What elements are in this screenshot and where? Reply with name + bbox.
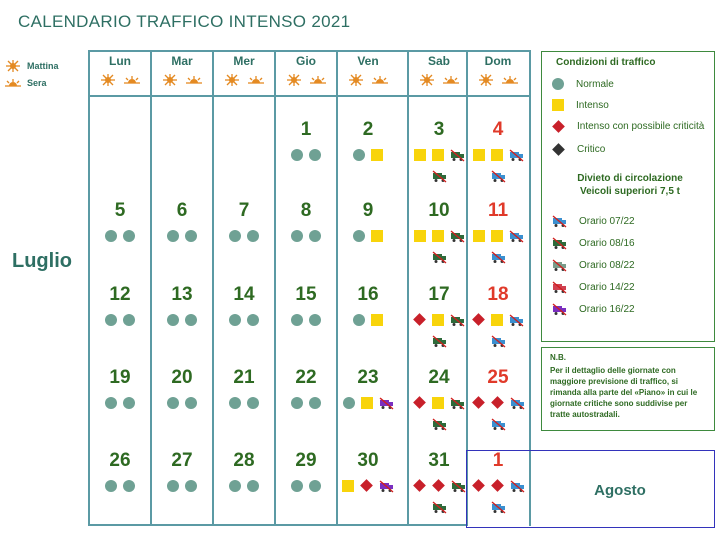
normal-dot-icon <box>309 149 321 161</box>
truck-ban-07-22-icon <box>491 170 506 183</box>
day-traffic-icons <box>275 314 337 326</box>
normal-dot-icon <box>353 314 365 326</box>
sun-evening-icon <box>4 78 22 88</box>
truck-ban-08-16-icon <box>450 149 465 162</box>
day-traffic-icons <box>337 480 399 493</box>
sun-evening-icon <box>442 74 460 86</box>
normal-dot-icon <box>291 480 303 492</box>
day-header: Mar <box>171 54 193 68</box>
sun-evening-icon <box>371 74 389 86</box>
intense-critical-diamond-icon <box>413 479 426 492</box>
normal-dot-icon <box>167 397 179 409</box>
legend-evening-label: Sera <box>27 78 47 88</box>
normal-dot-icon <box>291 230 303 242</box>
normal-dot-icon <box>353 230 365 242</box>
day-header: Lun <box>109 54 131 68</box>
truck-ban-icon <box>552 259 567 272</box>
intense-square-icon <box>491 149 503 161</box>
day-header: Dom <box>484 54 512 68</box>
truck-ban-08-16-icon <box>432 170 447 183</box>
sun-morning-icon <box>418 74 436 86</box>
legend-morning-label: Mattina <box>27 61 59 71</box>
day-number: 16 <box>357 284 379 305</box>
normal-dot-icon <box>105 230 117 242</box>
truck-ban-16-22-icon <box>379 480 394 493</box>
truck-ban-08-16-icon <box>432 418 447 431</box>
day-sun-icons <box>213 74 275 86</box>
critical-diamond-icon <box>552 143 565 156</box>
day-number: 22 <box>295 367 317 388</box>
day-number: 12 <box>109 284 131 305</box>
normal-dot-icon <box>247 314 259 326</box>
truck-ban-07-22-icon <box>509 314 524 327</box>
normal-dot-icon <box>185 230 197 242</box>
day-traffic-icons <box>337 230 399 242</box>
legend-morning <box>4 60 59 72</box>
normal-dot-icon <box>309 314 321 326</box>
normal-dot-icon <box>105 314 117 326</box>
normal-dot-icon <box>247 230 259 242</box>
truck-ban-08-16-icon <box>432 251 447 264</box>
day-sun-icons <box>408 74 470 86</box>
day-sun-icons <box>467 74 529 86</box>
grid-hline <box>88 50 531 52</box>
legend-ban-title-2: Veicoli superiori 7,5 t <box>579 186 681 197</box>
sun-evening-icon <box>123 74 141 86</box>
legend-ban-label: Orario 08/22 <box>579 260 635 271</box>
truck-ban-07-22-icon <box>509 149 524 162</box>
day-traffic-icons <box>275 149 337 161</box>
truck-ban-07-22-icon <box>509 230 524 243</box>
truck-ban-icon <box>552 303 567 316</box>
day-traffic-icons <box>408 397 470 431</box>
intense-square-icon <box>371 149 383 161</box>
day-traffic-icons <box>408 480 470 514</box>
normal-dot-icon <box>309 230 321 242</box>
legend-ban-item <box>552 237 635 250</box>
normal-dot-icon <box>291 149 303 161</box>
day-number: 30 <box>357 450 379 471</box>
truck-ban-07-22-icon <box>491 335 506 348</box>
day-traffic-icons <box>213 314 275 326</box>
legend-ban-item <box>552 215 635 228</box>
legend-intense <box>552 99 609 111</box>
truck-ban-icon <box>552 215 567 228</box>
intense-critical-diamond-icon <box>413 313 426 326</box>
day-sun-icons <box>89 74 151 86</box>
day-sun-icons <box>151 74 213 86</box>
sun-morning-icon <box>223 74 241 86</box>
day-sun-icons <box>337 74 399 86</box>
legend-intense-label: Intenso <box>576 99 609 111</box>
day-number: 8 <box>300 200 312 221</box>
legend-normal <box>552 78 614 90</box>
sun-evening-icon <box>247 74 265 86</box>
intense-critical-diamond-icon <box>413 396 426 409</box>
normal-dot-icon <box>123 480 135 492</box>
day-traffic-icons <box>408 314 470 348</box>
day-number: 25 <box>487 367 509 388</box>
day-number: 20 <box>171 367 193 388</box>
day-number: 17 <box>428 284 450 305</box>
truck-ban-08-16-icon <box>450 397 465 410</box>
day-traffic-icons <box>467 230 529 264</box>
sun-morning-icon <box>4 60 22 72</box>
intense-square-icon <box>491 230 503 242</box>
sun-morning-icon <box>477 74 495 86</box>
day-number: 15 <box>295 284 317 305</box>
day-number: 6 <box>176 200 188 221</box>
truck-ban-08-16-icon <box>432 501 447 514</box>
sun-evening-icon <box>185 74 203 86</box>
normal-dot-icon <box>105 397 117 409</box>
legend-normal-label: Normale <box>576 78 614 90</box>
normal-dot-icon <box>552 78 564 90</box>
month-label-july: Luglio <box>12 250 72 272</box>
normal-dot-icon <box>185 480 197 492</box>
day-traffic-icons <box>275 397 337 409</box>
normal-dot-icon <box>229 480 241 492</box>
day-number: 28 <box>233 450 255 471</box>
truck-ban-07-22-icon <box>491 418 506 431</box>
legend-panel <box>541 51 715 342</box>
sun-evening-icon <box>501 74 519 86</box>
truck-ban-16-22-icon <box>379 397 394 410</box>
day-traffic-icons <box>89 480 151 492</box>
truck-ban-07-22-icon <box>491 251 506 264</box>
legend-conditions-title: Condizioni di traffico <box>556 57 656 68</box>
day-traffic-icons <box>275 480 337 492</box>
day-number: 23 <box>357 367 379 388</box>
day-number: 24 <box>428 367 450 388</box>
day-traffic-icons <box>275 230 337 242</box>
normal-dot-icon <box>229 230 241 242</box>
sun-morning-icon <box>285 74 303 86</box>
normal-dot-icon <box>123 230 135 242</box>
grid-hline <box>88 95 531 97</box>
day-number: 4 <box>492 119 504 140</box>
intense-square-icon <box>414 149 426 161</box>
intense-square-icon <box>371 314 383 326</box>
truck-ban-08-16-icon <box>450 314 465 327</box>
day-number: 18 <box>487 284 509 305</box>
intense-square-icon <box>552 99 564 111</box>
normal-dot-icon <box>229 397 241 409</box>
normal-dot-icon <box>291 397 303 409</box>
day-header: Sab <box>427 54 450 68</box>
day-traffic-icons <box>337 397 399 410</box>
normal-dot-icon <box>185 397 197 409</box>
sun-morning-icon <box>161 74 179 86</box>
day-header: Mer <box>233 54 255 68</box>
truck-ban-08-16-icon <box>432 335 447 348</box>
normal-dot-icon <box>343 397 355 409</box>
intense-critical-diamond-icon <box>491 396 504 409</box>
day-number: 31 <box>428 450 450 471</box>
intense-critical-diamond-icon <box>432 479 445 492</box>
day-traffic-icons <box>408 230 470 264</box>
intense-square-icon <box>491 314 503 326</box>
day-traffic-icons <box>467 314 529 348</box>
legend-intense-critical-label: Intenso con possibile criticità <box>577 121 705 132</box>
day-traffic-icons <box>151 480 213 492</box>
day-number: 1 <box>492 450 504 471</box>
truck-ban-08-16-icon <box>451 480 466 493</box>
page-title: CALENDARIO TRAFFICO INTENSO 2021 <box>18 12 351 31</box>
legend-ban-title-1: Divieto di circolazione <box>577 173 683 184</box>
intense-square-icon <box>432 314 444 326</box>
legend-ban-label: Orario 07/22 <box>579 216 635 227</box>
normal-dot-icon <box>309 397 321 409</box>
day-number: 10 <box>428 200 450 221</box>
note-text: Per il dettaglio delle giornate con maggiore previsione di traffico, si rimanda alla parte del «Piano» in cui le giornate critiche sono suddivise per tratte autostradali. <box>550 366 698 419</box>
normal-dot-icon <box>309 480 321 492</box>
day-number: 27 <box>171 450 193 471</box>
day-traffic-icons <box>213 397 275 409</box>
normal-dot-icon <box>123 314 135 326</box>
day-traffic-icons <box>337 314 399 326</box>
day-traffic-icons <box>467 149 529 183</box>
day-sun-icons <box>275 74 337 86</box>
day-traffic-icons <box>408 149 470 183</box>
intense-critical-diamond-icon <box>472 313 485 326</box>
legend-ban-label: Orario 14/22 <box>579 282 635 293</box>
day-traffic-icons <box>89 230 151 242</box>
normal-dot-icon <box>229 314 241 326</box>
intense-square-icon <box>432 149 444 161</box>
day-traffic-icons <box>213 480 275 492</box>
normal-dot-icon <box>185 314 197 326</box>
intense-critical-diamond-icon <box>360 479 373 492</box>
legend-evening <box>4 78 47 88</box>
normal-dot-icon <box>167 230 179 242</box>
legend-critical-label: Critico <box>577 144 606 155</box>
legend-ban-item <box>552 259 635 272</box>
intense-square-icon <box>361 397 373 409</box>
day-number: 11 <box>487 200 509 221</box>
day-number: 2 <box>362 119 374 140</box>
intense-square-icon <box>432 230 444 242</box>
day-number: 14 <box>233 284 255 305</box>
normal-dot-icon <box>291 314 303 326</box>
day-header: Ven <box>357 54 379 68</box>
normal-dot-icon <box>105 480 117 492</box>
truck-ban-icon <box>552 281 567 294</box>
day-traffic-icons <box>89 314 151 326</box>
normal-dot-icon <box>123 397 135 409</box>
intense-square-icon <box>414 230 426 242</box>
intense-critical-diamond-icon <box>472 396 485 409</box>
day-number: 26 <box>109 450 131 471</box>
legend-ban-item <box>552 303 635 316</box>
normal-dot-icon <box>247 397 259 409</box>
normal-dot-icon <box>353 149 365 161</box>
legend-intense-critical <box>552 121 704 132</box>
grid-hline <box>88 524 468 526</box>
day-traffic-icons <box>151 397 213 409</box>
intense-square-icon <box>342 480 354 492</box>
intense-square-icon <box>432 397 444 409</box>
day-header: Gio <box>296 54 316 68</box>
sun-evening-icon <box>309 74 327 86</box>
intense-square-icon <box>371 230 383 242</box>
day-traffic-icons <box>467 397 529 431</box>
note-panel <box>541 347 715 431</box>
normal-dot-icon <box>167 480 179 492</box>
legend-critical <box>552 144 605 155</box>
day-number: 7 <box>238 200 250 221</box>
day-number: 19 <box>109 367 131 388</box>
day-traffic-icons <box>151 314 213 326</box>
legend-ban-title <box>560 172 700 198</box>
sun-morning-icon <box>347 74 365 86</box>
day-traffic-icons <box>213 230 275 242</box>
truck-ban-icon <box>552 237 567 250</box>
normal-dot-icon <box>167 314 179 326</box>
intense-square-icon <box>473 149 485 161</box>
month-label-august: Agosto <box>594 482 646 499</box>
day-number: 5 <box>114 200 126 221</box>
day-number: 3 <box>433 119 445 140</box>
legend-ban-label: Orario 16/22 <box>579 304 635 315</box>
day-traffic-icons <box>151 230 213 242</box>
legend-ban-item <box>552 281 635 294</box>
legend-ban-label: Orario 08/16 <box>579 238 635 249</box>
day-number: 29 <box>295 450 317 471</box>
day-traffic-icons <box>337 149 399 161</box>
intense-critical-diamond-icon <box>552 120 565 133</box>
truck-ban-08-16-icon <box>450 230 465 243</box>
day-number: 1 <box>300 119 312 140</box>
intense-square-icon <box>473 230 485 242</box>
note-label: N.B. <box>550 353 566 362</box>
truck-ban-07-22-icon <box>510 397 525 410</box>
normal-dot-icon <box>247 480 259 492</box>
day-number: 21 <box>233 367 255 388</box>
day-traffic-icons <box>89 397 151 409</box>
day-number: 9 <box>362 200 374 221</box>
sun-morning-icon <box>99 74 117 86</box>
day-number: 13 <box>171 284 193 305</box>
